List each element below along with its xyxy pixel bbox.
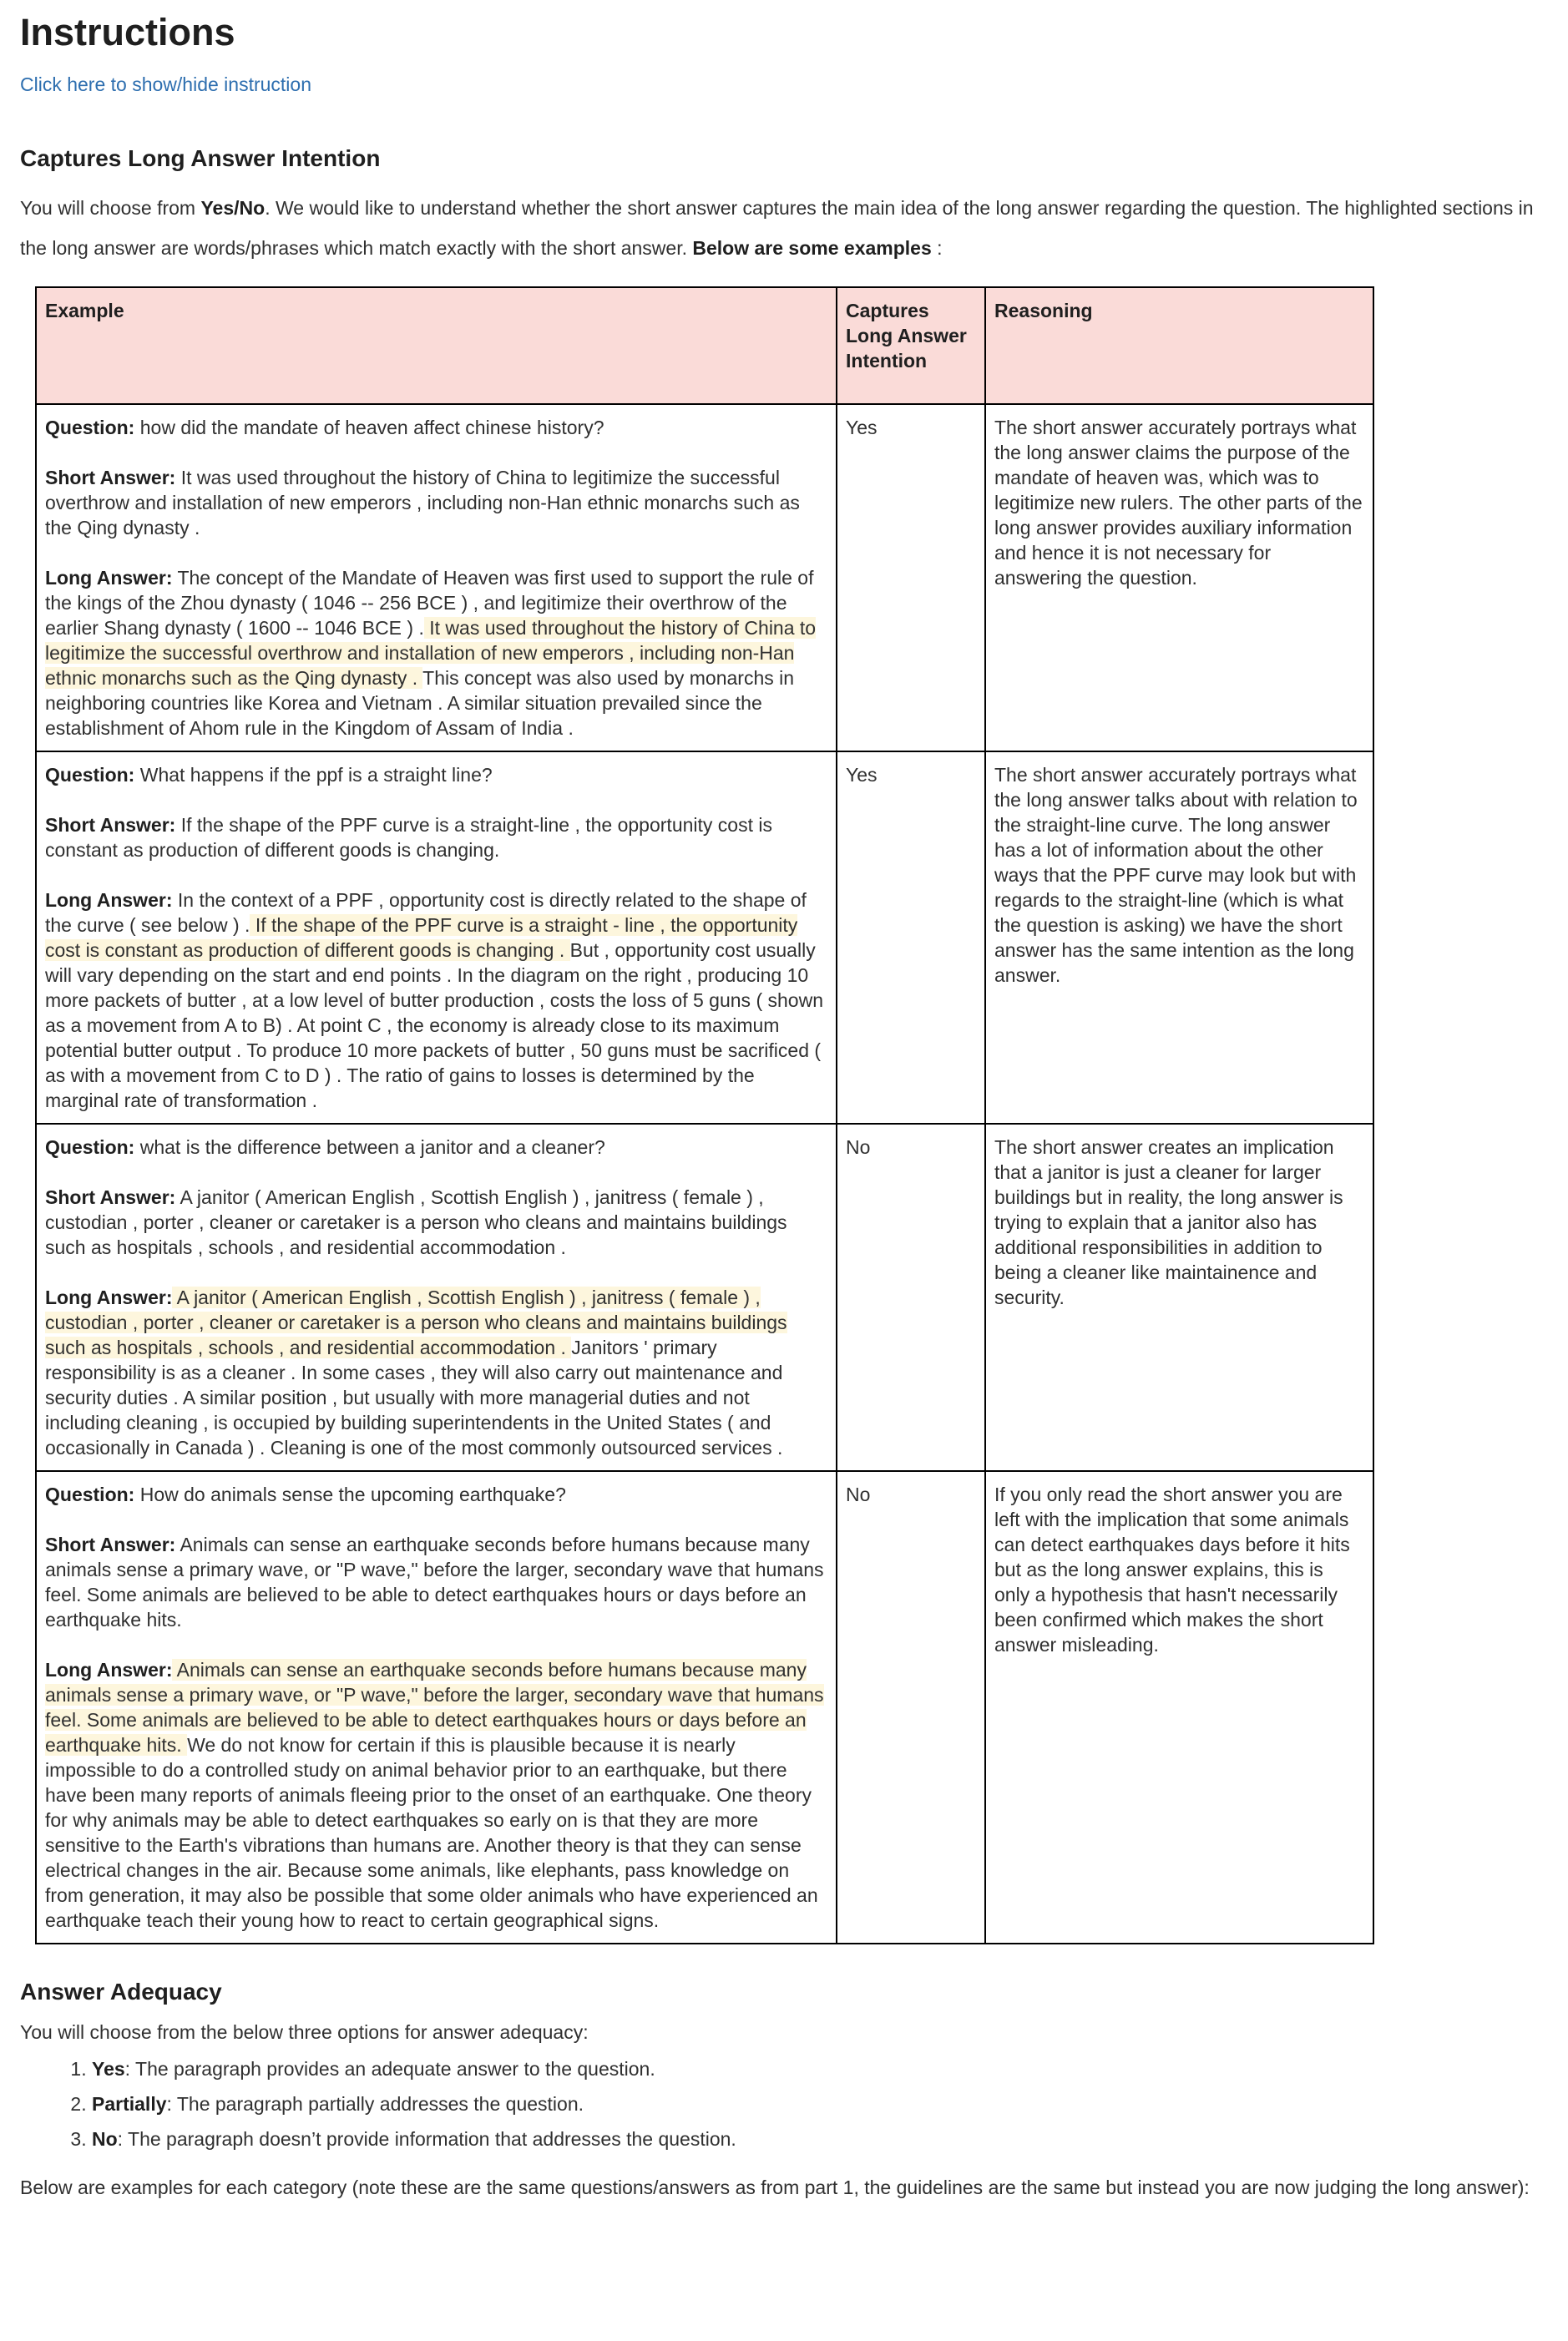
- highlighted-phrase: If the shape of the PPF curve is a straight - line , the opportunity cost is constant as production of different goods is changing .: [45, 914, 798, 961]
- example-block: [45, 415, 826, 440]
- bold-text: Yes/No: [200, 197, 266, 219]
- example-block: [45, 1532, 826, 1632]
- field-label: Question:: [45, 764, 135, 786]
- part2-footer-note: Below are examples for each category (note these are the same questions/answers as from part 1, the guidelines are the same but instead you are now judging the long answer):: [20, 2177, 1530, 2198]
- field-label: Long Answer:: [45, 567, 173, 589]
- field-label: Short Answer:: [45, 814, 176, 836]
- example-block: [45, 1482, 826, 1507]
- captures-cell: Yes: [837, 404, 985, 751]
- field-label: Short Answer:: [45, 467, 176, 488]
- reasoning-cell: [985, 404, 1373, 751]
- text-run: : The paragraph partially addresses the question.: [166, 2093, 584, 2115]
- example-cell: [36, 404, 837, 751]
- example-block: [45, 1657, 826, 1933]
- text-run: . We would like to understand whether the short answer captures the main idea of the long answer regarding the question. The highlighted sections in the long answer are words/phrases which match exactly with the short answer.: [20, 197, 1534, 259]
- reasoning-text: If you only read the short answer you are left with the implication that some animals can detect earthquakes days before it hits but as the long answer explains, this is only a hypothesis that hasn't necessarily been confirmed which makes the short answer misleading.: [994, 1484, 1350, 1656]
- toggle-instructions-link[interactable]: Click here to show/hide instruction: [20, 73, 311, 95]
- example-row: [36, 751, 1373, 1124]
- field-label: Question:: [45, 1136, 135, 1158]
- example-cell: [36, 1124, 837, 1471]
- adequacy-option: [92, 2056, 1548, 2081]
- captures-cell: No: [837, 1124, 985, 1471]
- example-block: [45, 465, 826, 540]
- part1-heading: Captures Long Answer Intention: [20, 145, 381, 171]
- adequacy-option: [92, 2091, 1548, 2116]
- text-run: We do not know for certain if this is plausible because it is nearly impossible to do a controlled study on animal behavior prior to an earthquake, but there have been many reports of animals fleeing prior to the onset of an earthquake. One theory for why animals may be able to detect earthquakes so early on is that they are more sensitive to the Earth's vibrations than humans are. Another theory is that they can sense electrical changes in the air. Because some animals, like elephants, pass knowledge on from generation, it may also be possible that some older animals who have experienced an earthquake teach their young how to react to certain geographical signs.: [45, 1734, 818, 1931]
- highlighted-phrase: A janitor ( American English , Scottish English ) , janitress ( female ) , custodian , porter , cleaner or caretaker is a person who cleans and maintains buildings such as hospitals , schools , and residential accommodation .: [45, 1287, 787, 1358]
- table-header-row: [36, 287, 1373, 404]
- example-block: [45, 1285, 826, 1460]
- option-label: Partially: [92, 2093, 167, 2115]
- example-cell: [36, 1471, 837, 1944]
- field-label: Long Answer:: [45, 1659, 173, 1681]
- example-cell: [36, 751, 837, 1124]
- text-run: What happens if the ppf is a straight line?: [134, 764, 493, 786]
- header-reasoning: Reasoning: [985, 287, 1373, 404]
- adequacy-options-list: [20, 2056, 1548, 2151]
- example-block: [45, 1135, 826, 1160]
- part2-heading: Answer Adequacy: [20, 1979, 222, 2005]
- example-row: [36, 404, 1373, 751]
- field-label: Long Answer:: [45, 889, 173, 911]
- field-label: Long Answer:: [45, 1287, 173, 1308]
- captures-cell: Yes: [837, 751, 985, 1124]
- captures-cell: No: [837, 1471, 985, 1944]
- reasoning-text: The short answer accurately portrays what the long answer claims the purpose of the mandate of heaven was, which was to legitimize new rulers. The other parts of the long answer provides auxiliary information and hence it is not necessary for answering the question.: [994, 417, 1363, 589]
- text-run: :: [931, 237, 943, 259]
- text-run: This concept was also used by monarchs in neighboring countries like Korea and Vietnam . A similar situation prevailed since the establishment of Ahom rule in the Kingdom of Assam of India .: [45, 667, 795, 739]
- reasoning-cell: [985, 751, 1373, 1124]
- reasoning-cell: [985, 1124, 1373, 1471]
- text-run: But , opportunity cost usually will vary depending on the start and end points . In the diagram on the right , producing 10 more packets of butter , at a low level of butter production , costs the loss of 5 guns ( shown as a movement from A to B) . At point C , the economy is already close to its maximum potential butter output . To produce 10 more packets of butter , 50 guns must be sacrificed ( as with a movement from C to D ) . The ratio of gains to losses is determined by the marginal rate of transformation .: [45, 939, 823, 1111]
- highlighted-phrase: It was used throughout the history of China to legitimize the successful overthrow and installation of new emperors , including non-Han ethnic monarchs such as the Qing dynasty .: [45, 617, 817, 689]
- example-block: [45, 887, 826, 1113]
- text-run: how did the mandate of heaven affect chinese history?: [134, 417, 604, 438]
- part1-intro: [20, 188, 1548, 268]
- page-title: Instructions: [20, 11, 235, 53]
- part2-intro: You will choose from the below three options for answer adequacy:: [20, 2021, 589, 2043]
- instructions-content: [20, 144, 1548, 2208]
- examples-table-body: [36, 404, 1373, 1944]
- field-label: Short Answer:: [45, 1534, 176, 1555]
- examples-table: [35, 286, 1374, 1944]
- reasoning-cell: [985, 1471, 1373, 1944]
- text-run: : The paragraph doesn’t provide information that addresses the question.: [117, 2128, 736, 2150]
- option-label: Yes: [92, 2058, 125, 2080]
- header-captures-long-answer-intention: Captures Long Answer Intention: [837, 287, 985, 404]
- bold-text: Below are some examples: [692, 237, 932, 259]
- option-label: No: [92, 2128, 118, 2150]
- example-row: [36, 1471, 1373, 1944]
- reasoning-text: The short answer accurately portrays what the long answer talks about with relation to the straight-line curve. The long answer has a lot of information about the other ways that the PPF curve may look but with regards to the straight-line (which is what the question is asking) we have the short answer has the same intention as the long answer.: [994, 764, 1358, 986]
- text-run: In the context of a PPF , opportunity cost is directly related to the shape of the curve ( see below ) .: [45, 889, 807, 936]
- text-run: It was used throughout the history of China to legitimize the successful overthrow and installation of new emperors , including non-Han ethnic monarchs such as the Qing dynasty .: [45, 467, 800, 538]
- text-run: How do animals sense the upcoming earthquake?: [134, 1484, 566, 1505]
- highlighted-phrase: Animals can sense an earthquake seconds before humans because many animals sense a primary wave, or "P wave," before the larger, secondary wave that humans feel. Some animals are believed to be able to detect earthquakes hours or days before an earthquake hits.: [45, 1659, 824, 1756]
- text-run: what is the difference between a janitor and a cleaner?: [134, 1136, 605, 1158]
- field-label: Short Answer:: [45, 1186, 176, 1208]
- field-label: Question:: [45, 1484, 135, 1505]
- example-block: [45, 812, 826, 862]
- text-run: : The paragraph provides an adequate answer to the question.: [124, 2058, 655, 2080]
- example-block: [45, 565, 826, 741]
- adequacy-option: [92, 2126, 1548, 2151]
- header-example: Example: [36, 287, 837, 404]
- text-run: Animals can sense an earthquake seconds before humans because many animals sense a primary wave, or "P wave," before the larger, secondary wave that humans feel. Some animals are believed to be able to detect earthquakes hours or days before an earthquake hits.: [45, 1534, 824, 1631]
- example-block: [45, 762, 826, 787]
- reasoning-text: The short answer creates an implication that a janitor is just a cleaner for larger buildings but in reality, the long answer is trying to explain that a janitor also has additional responsibilities in addition to being a cleaner like maintainence and security.: [994, 1136, 1343, 1308]
- text-run: A janitor ( American English , Scottish English ) , janitress ( female ) , custodian , porter , cleaner or caretaker is a person who cleans and maintains buildings such as hospitals , schools , and residential accommodation .: [45, 1186, 787, 1258]
- text-run: Janitors ' primary responsibility is as a cleaner . In some cases , they will also carry out maintenance and security duties . A similar position , but usually with more managerial duties and not including cleaning , is occupied by building superintendents in the United States ( and occasionally in Canada ) . Cleaning is one of the most commonly outsourced services .: [45, 1337, 783, 1459]
- text-run: You will choose from: [20, 197, 201, 219]
- example-row: [36, 1124, 1373, 1471]
- text-run: If the shape of the PPF curve is a straight-line , the opportunity cost is constant as production of different goods is changing.: [45, 814, 772, 861]
- field-label: Question:: [45, 417, 135, 438]
- example-block: [45, 1185, 826, 1260]
- text-run: The concept of the Mandate of Heaven was first used to support the rule of the kings of the Zhou dynasty ( 1046 -- 256 BCE ) , and legitimize their overthrow of the earlier Shang dynasty ( 1600 -- 1046 BCE ) .: [45, 567, 814, 639]
